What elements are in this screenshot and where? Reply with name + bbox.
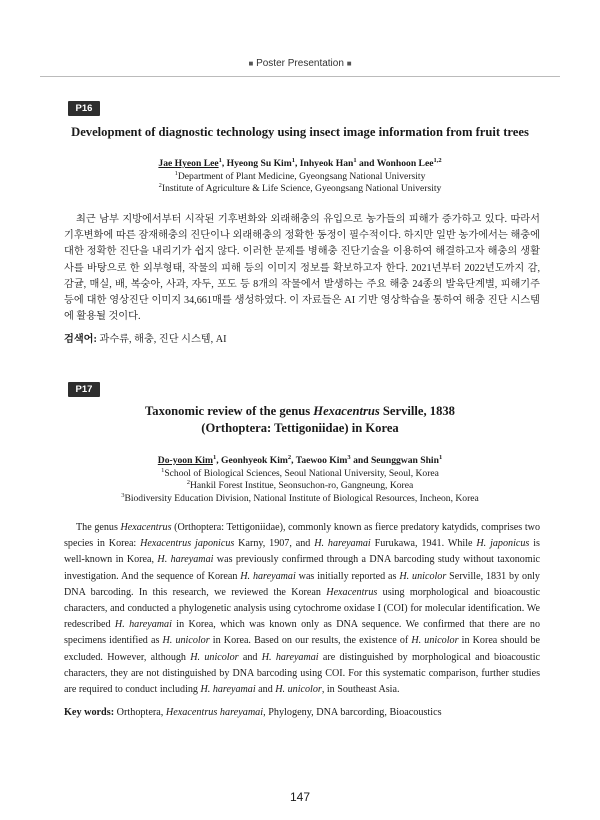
text-run: is well-known in Korea, bbox=[64, 538, 540, 566]
affil-sup: 1 bbox=[174, 169, 178, 177]
text-run: , Phylogeny, DNA barcording, Bioacoustics bbox=[263, 707, 442, 718]
text-run: was previously confirmed through a DNA barcoding study without taxonomic investigation. And the sequence of Korean bbox=[64, 554, 540, 582]
affil-sup: 2 bbox=[186, 478, 190, 486]
text-run: (Orthoptera: Tettigoniidae), commonly known as fierce predatory katydids, comprises two species in Korea: bbox=[64, 522, 540, 550]
author-sep: , bbox=[221, 158, 227, 169]
author-name: Seunggwan Shin bbox=[370, 455, 439, 466]
square-bullet-icon: ■ bbox=[248, 59, 254, 68]
affil-sup: 1 bbox=[161, 466, 165, 474]
italic-taxon: Hexacentrus hareyamai bbox=[165, 707, 264, 718]
italic-taxon: H. hareyamai bbox=[314, 538, 371, 550]
affiliation bbox=[40, 468, 560, 481]
keywords-label: 검색어 bbox=[64, 334, 94, 345]
author-name: Wonhoon Lee bbox=[376, 158, 434, 169]
keywords-text: 과수류, 해충, 진단 시스템, AI bbox=[99, 334, 227, 345]
italic-taxon: Hexacentrus bbox=[326, 586, 378, 598]
running-header bbox=[0, 58, 600, 69]
title-genus: Hexacentrus bbox=[313, 404, 380, 418]
p16-authors bbox=[40, 158, 560, 196]
badge-p17: P17 bbox=[68, 382, 100, 397]
italic-taxon: H. unicolor bbox=[411, 635, 459, 647]
affil-text: Department of Plant Medicine, Gyeongsang National University bbox=[177, 170, 426, 182]
author-name: Hyeong Su Kim bbox=[226, 158, 292, 169]
author-sup: 3 bbox=[347, 453, 351, 461]
p17-authors bbox=[40, 455, 560, 505]
italic-taxon: H. hareyamai bbox=[114, 619, 172, 631]
author-sep: , bbox=[216, 455, 222, 466]
p17-keywords bbox=[64, 707, 540, 718]
p16-author-list bbox=[40, 158, 560, 171]
text-run: Furukawa, 1941. While bbox=[370, 538, 477, 550]
affiliation bbox=[40, 183, 560, 196]
title-part: Taxonomic review of the genus bbox=[145, 404, 314, 418]
p16-title: Development of diagnostic technology using insect image information from fruit trees bbox=[71, 125, 529, 139]
text-run: are distinguished by morphological and bioacoustic characters, they are not distinguished by DNA barcoding using COI. For this systematic comparison, further studies are required to conduct including bbox=[64, 651, 540, 696]
text-run: and bbox=[238, 651, 262, 663]
text-run: in Korea should be excluded. However, although bbox=[64, 635, 540, 663]
text-run: in Korea, which was known only as DNA sequence. We confirmed that there are no specimens identified as bbox=[64, 619, 540, 647]
author-name: Do-yoon Kim bbox=[157, 455, 213, 466]
title-part: Serville, 1838 bbox=[379, 404, 455, 418]
author-sep: and bbox=[350, 455, 371, 466]
author-sup: 1 bbox=[212, 453, 217, 461]
affil-text: School of Biological Sciences, Seoul National University, Seoul, Korea bbox=[164, 467, 439, 479]
author-sup: 1 bbox=[218, 156, 222, 164]
affil-sup: 2 bbox=[158, 181, 162, 189]
square-bullet-icon: ■ bbox=[346, 59, 352, 68]
keywords-label: Key words: bbox=[64, 707, 115, 718]
italic-taxon: H. unicolor bbox=[275, 684, 322, 696]
text-run: Orthoptera, bbox=[114, 707, 166, 718]
italic-taxon: H. hareyamai bbox=[261, 651, 319, 663]
p17-title-line2: (Orthoptera: Tettigoniidae) in Korea bbox=[201, 421, 399, 435]
keywords-text bbox=[114, 707, 441, 718]
italic-taxon: H. japonicus bbox=[476, 538, 530, 550]
affil-text: Biodiversity Education Division, National Institute of Biological Resources, Incheon, Korea bbox=[124, 492, 479, 504]
text-run: in Korea. Based on our results, the existence of bbox=[209, 635, 412, 647]
italic-taxon: H. unicolor bbox=[162, 635, 210, 647]
text-run: using morphological and bioacoustic characters, and conducted a phylogenetic analysis using cytochrome oxidase I (COI) for molecular identification. We redescribed bbox=[64, 586, 540, 631]
text-run: The genus bbox=[76, 522, 121, 533]
italic-taxon: H. hareyamai bbox=[240, 570, 296, 582]
affil-text: Hankil Forest Institue, Seonsuchon-ro, Gangneung, Korea bbox=[189, 480, 414, 491]
badge-p16: P16 bbox=[68, 101, 100, 116]
author-sup: 1 bbox=[291, 156, 295, 164]
italic-taxon: Hexacentrus bbox=[120, 522, 172, 533]
italic-taxon: H. hareyamai bbox=[200, 684, 256, 696]
p17-abstract bbox=[64, 520, 540, 698]
header-label: Poster Presentation bbox=[256, 58, 344, 69]
author-name: Geonhyeok Kim bbox=[221, 455, 288, 466]
affiliation bbox=[40, 171, 560, 184]
text-run: and bbox=[255, 684, 276, 696]
italic-taxon: Hexacentrus japonicus bbox=[140, 538, 235, 550]
p17-title-line1 bbox=[40, 403, 560, 420]
author-name: Inhyeok Han bbox=[299, 158, 354, 169]
italic-taxon: H. unicolor bbox=[399, 570, 447, 582]
page-number: 147 bbox=[289, 790, 311, 804]
text-run: , in Southeast Asia. bbox=[321, 684, 400, 696]
affiliation bbox=[40, 493, 560, 506]
text-run: Karny, 1907, and bbox=[234, 538, 315, 550]
author-sep: , bbox=[291, 455, 296, 466]
affil-sup: 3 bbox=[121, 491, 125, 499]
text-run: Serville, 1831 by only DNA barcoding. In this research, we reviewed the Korean bbox=[64, 570, 540, 598]
p17-title bbox=[40, 403, 560, 437]
author-name: Jae Hyeon Lee bbox=[158, 158, 219, 169]
text-run: was initially reported as bbox=[295, 570, 400, 582]
italic-taxon: H. hareyamai bbox=[157, 554, 214, 566]
author-sep: , bbox=[294, 158, 300, 169]
header-divider bbox=[40, 76, 560, 77]
author-sup: 2 bbox=[287, 453, 292, 461]
author-sup: 1 bbox=[438, 453, 443, 461]
p16-abstract: 최근 남부 지방에서부터 시작된 기후변화와 외래해충의 유입으로 농가들의 피해가 증가하고 있다. 따라서 기후변화에 따른 잠재해충의 진단이나 외래해충의 정확한 동정이 필수적이다. 하지만 일반 농가에서는 해충에 대한 정확한 진단을 내리기가 쉽지 않다. 이러한 문제를 병해충 진단기술을 이용하여 해결하고자 해충의 생활사를 바탕으로 한 외부형태, 작물의 피해 등의 이미지 정보를 확보하고자 한다. 2021년부터 2022년도까지 감, 감귤, 매실, 배, 복숭아, 사과, 자두, 포도 등 8개의 작물에서 발생하는 주요 해충 24종의 발육단계별, 피해기주 등에 대한 영상진단 이미지 34,661매를 생성하였다. 이 자료들은 AI 기반 영상학습을 통하여 해충 진단 시스템에 활용될 것이다. bbox=[64, 214, 540, 323]
author-sep: and bbox=[356, 158, 377, 169]
affiliation bbox=[40, 480, 560, 493]
author-sup: 1 bbox=[353, 156, 357, 164]
author-name: Taewoo Kim bbox=[295, 455, 348, 466]
p17-author-list bbox=[40, 455, 560, 468]
italic-taxon: H. unicolor bbox=[190, 651, 239, 663]
p16-keywords: 검색어: 과수류, 해충, 진단 시스템, AI bbox=[64, 334, 227, 345]
author-sup: 1,2 bbox=[433, 156, 442, 164]
affil-text: Institute of Agriculture & Life Science, Gyeongsang National University bbox=[161, 183, 442, 194]
